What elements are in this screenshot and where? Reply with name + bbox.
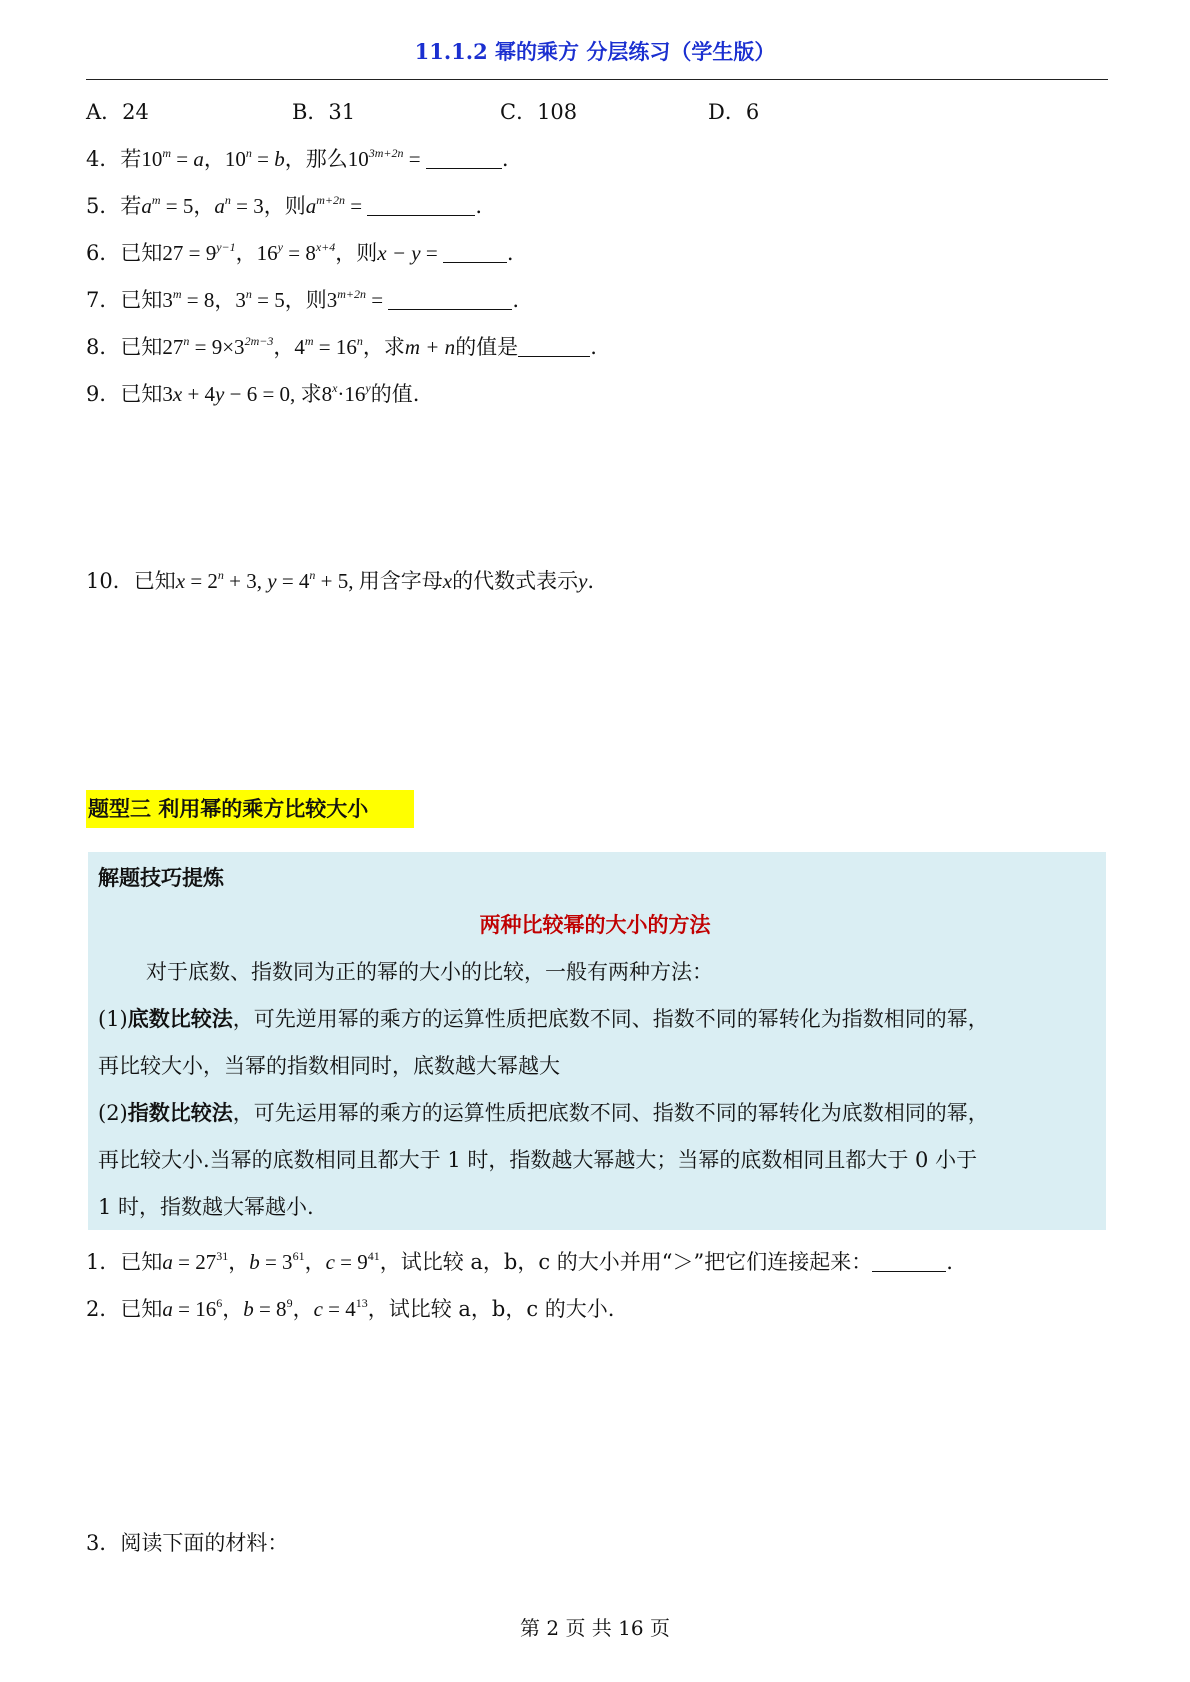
- answer-blank[interactable]: [367, 197, 475, 216]
- question-10: 10．已知$x = 2^n + 3$, $y = 4^n + 5$, 用含字母x的代数式表示y.: [86, 568, 595, 593]
- section-heading: 题型三 利用幂的乘方比较大小: [86, 790, 414, 828]
- answer-blank[interactable]: [518, 338, 590, 357]
- tip-intro: 对于底数、指数同为正的幂的大小的比较，一般有两种方法：: [146, 960, 713, 984]
- question-5: 5．若$a^m = 5$，$a^n = 3$，则$a^{m+2n}$ = .: [86, 193, 483, 218]
- option-c: C．108: [500, 100, 578, 124]
- answer-blank[interactable]: [443, 244, 507, 263]
- tip-method-2-cont: 再比较大小.当幂的底数相同且都大于 1 时，指数越大幂越大；当幂的底数相同且都大于 0 小于: [98, 1148, 978, 1172]
- option-b: B．31: [292, 100, 356, 124]
- option-d: D．6: [708, 100, 760, 124]
- question-6: 6．已知$27 = 9^{y-1}$，$16^y = 8^{x+4}$，则x − y = .: [86, 240, 514, 265]
- answer-blank[interactable]: [388, 291, 512, 310]
- answer-blank[interactable]: [872, 1253, 946, 1272]
- question-7: 7．已知$3^m = 8$，$3^n = 5$，则$3^{m+2n}$ = .: [86, 287, 520, 312]
- question-9: 9．已知3x + 4y − 6 = 0, 求$8^x\cdot 16^y$的值.: [86, 381, 420, 406]
- tip-method-1-cont: 再比较大小，当幂的指数相同时，底数越大幂越大: [98, 1054, 560, 1078]
- tip-heading: 两种比较幂的大小的方法: [479, 913, 711, 937]
- tip-method-2: (2)指数比较法，可先运用幂的乘方的运算性质把底数不同、指数不同的幂转化为底数相同的幂，: [98, 1101, 989, 1125]
- question-4: 4．若$10^m = a$，$10^n = b$，那么$10^{3m+2n}$ = .: [86, 146, 509, 171]
- tip-method-1: (1)底数比较法，可先逆用幂的乘方的运算性质把底数不同、指数不同的幂转化为指数相同的幂，: [98, 1007, 989, 1031]
- tip-method-2-cont2: 1 时，指数越大幂越小.: [98, 1195, 314, 1219]
- header-divider: [86, 79, 1108, 80]
- question-2-3: 3．阅读下面的材料：: [86, 1531, 289, 1555]
- tip-label: 解题技巧提炼: [98, 866, 224, 890]
- answer-blank[interactable]: [426, 150, 502, 169]
- question-2-1: 1．已知$a = 27^{31}$，$b = 3^{61}$，$c = 9^{41}$，试比较 a，b，c 的大小并用“＞”把它们连接起来： .: [86, 1249, 953, 1274]
- option-a: A．24: [86, 100, 149, 124]
- question-8: 8．已知$27^n = 9\times 3^{2m-3}$，$4^m = 16^n$，求m + n的值是 .: [86, 334, 597, 359]
- question-2-2: 2．已知$a = 16^6$，$b = 8^9$，$c = 4^{13}$，试比较 a，b，c 的大小.: [86, 1296, 615, 1321]
- page-footer: 第 2 页 共 16 页: [520, 1616, 670, 1640]
- page-header-title: 11.1.2 幂的乘方 分层练习（学生版）: [414, 39, 776, 64]
